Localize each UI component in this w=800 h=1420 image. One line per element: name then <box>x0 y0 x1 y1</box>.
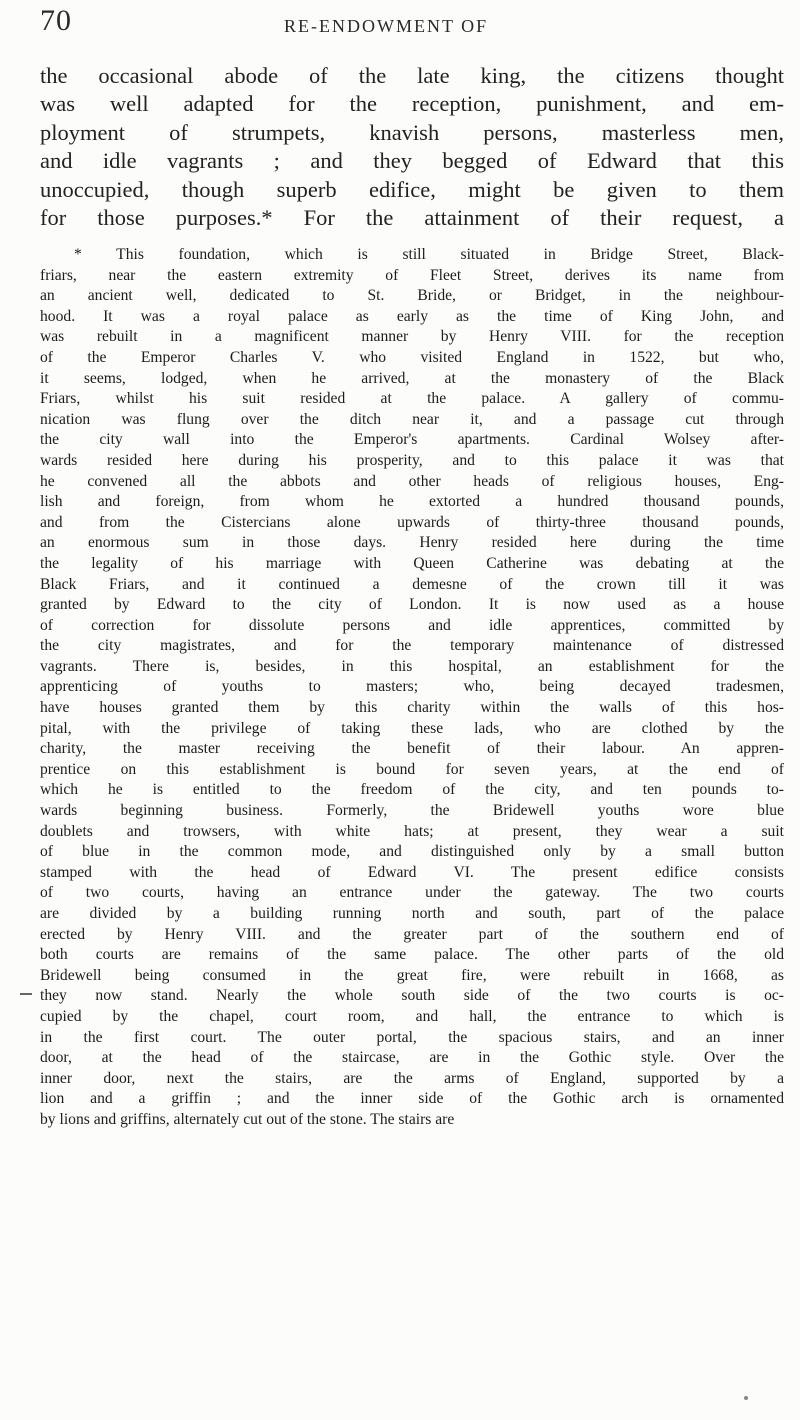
footnote-line: wards beginning business. Formerly, the Bridewell youths wore blue <box>40 802 784 820</box>
footnote <box>40 245 784 1131</box>
footnote-line: both courts are remains of the same palace. The other parts of the old <box>40 946 784 964</box>
footnote-line: nication was flung over the ditch near it, and a passage cut through <box>40 410 784 428</box>
page-number: 70 <box>40 4 72 37</box>
footnote-line: and from the Cistercians alone upwards of thirty-three thousand pounds, <box>40 513 784 531</box>
footnote-line: vagrants. There is, besides, in this hospital, an establishment for the <box>40 657 784 675</box>
footnote-line: charity, the master receiving the benefit of their labour. An appren- <box>40 740 784 758</box>
footnote-line: an enormous sum in those days. Henry resided here during the time <box>40 534 784 552</box>
footnote-line: Black Friars, and it continued a demesne of the crown till it was <box>40 575 784 593</box>
footnote-line: of the Emperor Charles V. who visited England in 1522, but who, <box>40 348 784 366</box>
footnote-line: it seems, lodged, when he arrived, at the monastery of the Black <box>40 369 784 387</box>
footnote-line: stamped with the head of Edward VI. The present edifice consists <box>40 863 784 881</box>
footnote-line: of blue in the common mode, and distinguished only by a small button <box>40 843 784 861</box>
footnote-line: granted by Edward to the city of London. It is now used as a house <box>40 596 784 614</box>
footnote-line: cupied by the chapel, court room, and hall, the entrance to which is <box>40 1007 784 1025</box>
footnote-line: lion and a griffin ; and the inner side of the Gothic arch is ornamented <box>40 1090 784 1108</box>
main-text-line: unoccupied, though superb edifice, might be given to them <box>40 176 784 202</box>
page-speck <box>744 1396 748 1400</box>
footnote-line: was rebuilt in a magnificent manner by Henry VIII. for the reception <box>40 328 784 346</box>
footnote-line: he convened all the abbots and other heads of religious houses, Eng- <box>40 472 784 490</box>
main-text-line: for those purposes.* For the attainment of their request, a <box>40 205 784 231</box>
main-text-line: was well adapted for the reception, punishment, and em- <box>40 91 784 117</box>
footnote-line: by lions and griffins, alternately cut out of the stone. The stairs are <box>40 1110 455 1128</box>
main-text-line: and idle vagrants ; and they begged of Edward that this <box>40 148 784 174</box>
margin-mark <box>20 993 32 995</box>
main-text-line: the occasional abode of the late king, the citizens thought <box>40 63 784 88</box>
footnote-line: door, at the head of the staircase, are in the Gothic style. Over the <box>40 1049 784 1067</box>
main-text <box>40 62 784 232</box>
main-text-line: ployment of strumpets, knavish persons, masterless men, <box>40 119 784 145</box>
footnote-line: erected by Henry VIII. and the greater part of the southern end of <box>40 925 784 943</box>
footnote-line: * This foundation, which is still situated in Bridge Street, Black- <box>74 246 784 263</box>
footnote-line: hood. It was a royal palace as early as the time of King John, and <box>40 307 784 325</box>
footnote-line: friars, near the eastern extremity of Fleet Street, derives its name from <box>40 266 784 284</box>
footnote-line: of correction for dissolute persons and idle apprentices, committed by <box>40 616 784 634</box>
footnote-line: the city wall into the Emperor's apartments. Cardinal Wolsey after- <box>40 431 784 449</box>
footnote-line: prentice on this establishment is bound for seven years, at the end of <box>40 760 784 778</box>
footnote-line: pital, with the privilege of taking these lads, who are clothed by the <box>40 719 784 737</box>
footnote-line: have houses granted them by this charity within the walls of this hos- <box>40 699 784 717</box>
footnote-line: Bridewell being consumed in the great fire, were rebuilt in 1668, as <box>40 966 784 984</box>
footnote-line: they now stand. Nearly the whole south side of the two courts is oc- <box>40 987 784 1005</box>
footnote-line: of two courts, having an entrance under the gateway. The two courts <box>40 884 784 902</box>
footnote-line: the legality of his marriage with Queen Catherine was debating at the <box>40 554 784 572</box>
footnote-line: the city magistrates, and for the temporary maintenance of distressed <box>40 637 784 655</box>
footnote-line: an ancient well, dedicated to St. Bride, or Bridget, in the neighbour- <box>40 287 784 305</box>
footnote-line: are divided by a building running north and south, part of the palace <box>40 905 784 922</box>
footnote-line: doublets and trowsers, with white hats; at present, they wear a suit <box>40 822 784 840</box>
footnote-line: apprenticing of youths to masters; who, being decayed tradesmen, <box>40 678 784 696</box>
footnote-line: lish and foreign, from whom he extorted a hundred thousand pounds, <box>40 493 784 511</box>
running-head: RE-ENDOWMENT OF <box>284 16 489 36</box>
footnote-line: inner door, next the stairs, are the arms of England, supported by a <box>40 1069 784 1087</box>
footnote-line: in the first court. The outer portal, the spacious stairs, and an inner <box>40 1028 784 1046</box>
footnote-line: Friars, whilst his suit resided at the palace. A gallery of commu- <box>40 390 784 408</box>
footnote-line: wards resided here during his prosperity, and to this palace it was that <box>40 451 784 469</box>
footnote-line: which he is entitled to the freedom of the city, and ten pounds to- <box>40 781 784 799</box>
